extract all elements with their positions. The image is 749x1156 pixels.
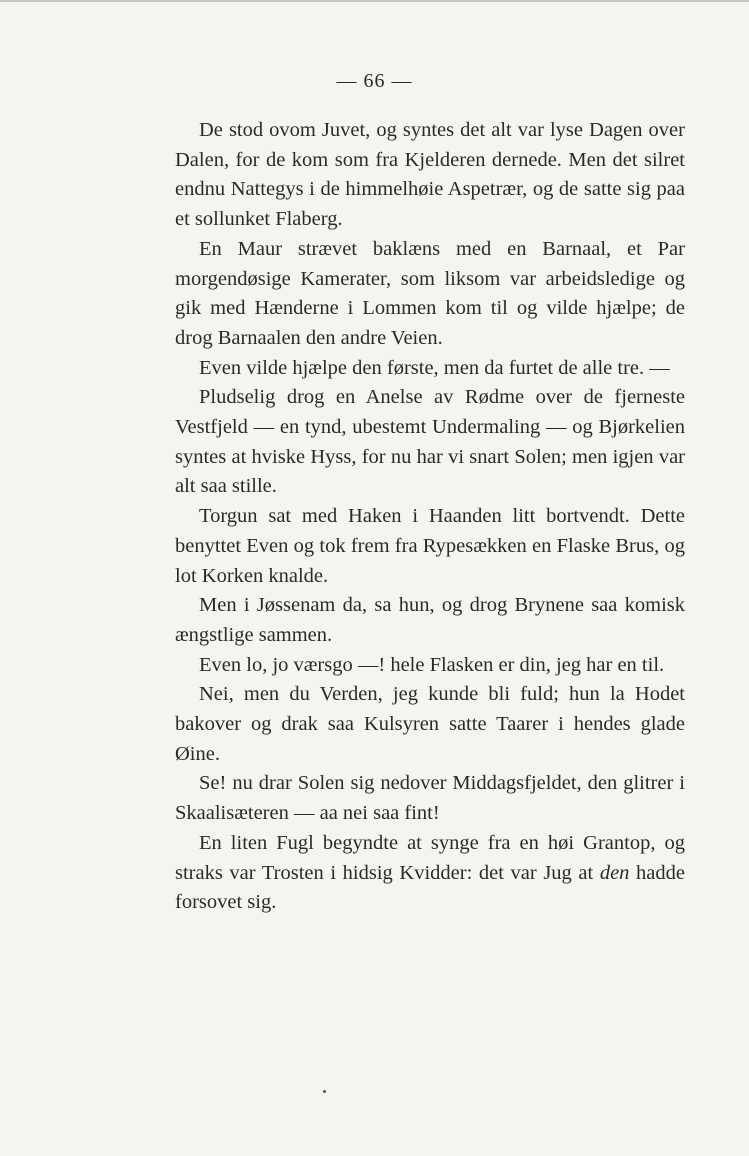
top-edge: [0, 0, 749, 2]
paragraph-10-emphasis: den: [599, 861, 630, 884]
paragraph-8: Nei, men du Verden, jeg kunde bli fuld; hun la Hodet bakover og drak saa Kulsyren satte Taarer i hendes glade Øine.: [175, 683, 685, 765]
body-text: [175, 116, 685, 918]
paragraph-10-before: En liten Fugl begyndte at synge fra en høi Grantop, og straks var Trosten i hidsig Kvidder: det var Jug at: [175, 831, 685, 884]
paragraph-2: En Maur strævet baklæns med en Barnaal, et Par morgendøsige Kamerater, som liksom var arbeidsledige og gik med Hænderne i Lommen kom til og vilde hjælpe; de drog Barnaalen den andre Veien.: [175, 237, 685, 349]
paragraph-1: De stod ovom Juvet, og syntes det alt var lyse Dagen over Dalen, for de kom som fra Kjelderen dernede. Men det silret endnu Nattegys i de himmelhøie Aspetrær, og de satte sig paa et sollunket Flaberg.: [175, 119, 685, 231]
ink-speck: [323, 1090, 326, 1093]
paragraph-9: Se! nu drar Solen sig nedover Middagsfjeldet, den glitrer i Skaalisæteren — aa nei saa fint!: [175, 772, 685, 825]
paragraph-3: Even vilde hjælpe den første, men da furtet de alle tre. —: [199, 356, 670, 379]
page-number: — 66 —: [336, 70, 413, 92]
paragraph-10: [175, 829, 685, 918]
paragraph-5: Torgun sat med Haken i Haanden litt bortvendt. Dette benyttet Even og tok frem fra Rypesækken en Flaske Brus, og lot Korken knalde.: [175, 505, 685, 587]
paragraph-10-after: hadde forsovet sig.: [175, 861, 685, 914]
paragraph-4: Pludselig drog en Anelse av Rødme over de fjerneste Vestfjeld — en tynd, ubestemt Undermaling — og Bjørkelien syntes at hviske Hyss, for nu har vi snart Solen; men igjen var alt saa stille.: [175, 386, 685, 498]
paragraph-6: Men i Jøssenam da, sa hun, og drog Brynene saa komisk ængstlige sammen.: [175, 594, 685, 646]
paragraph-7: Even lo, jo værsgo —! hele Flasken er din, jeg har en til.: [199, 653, 665, 676]
